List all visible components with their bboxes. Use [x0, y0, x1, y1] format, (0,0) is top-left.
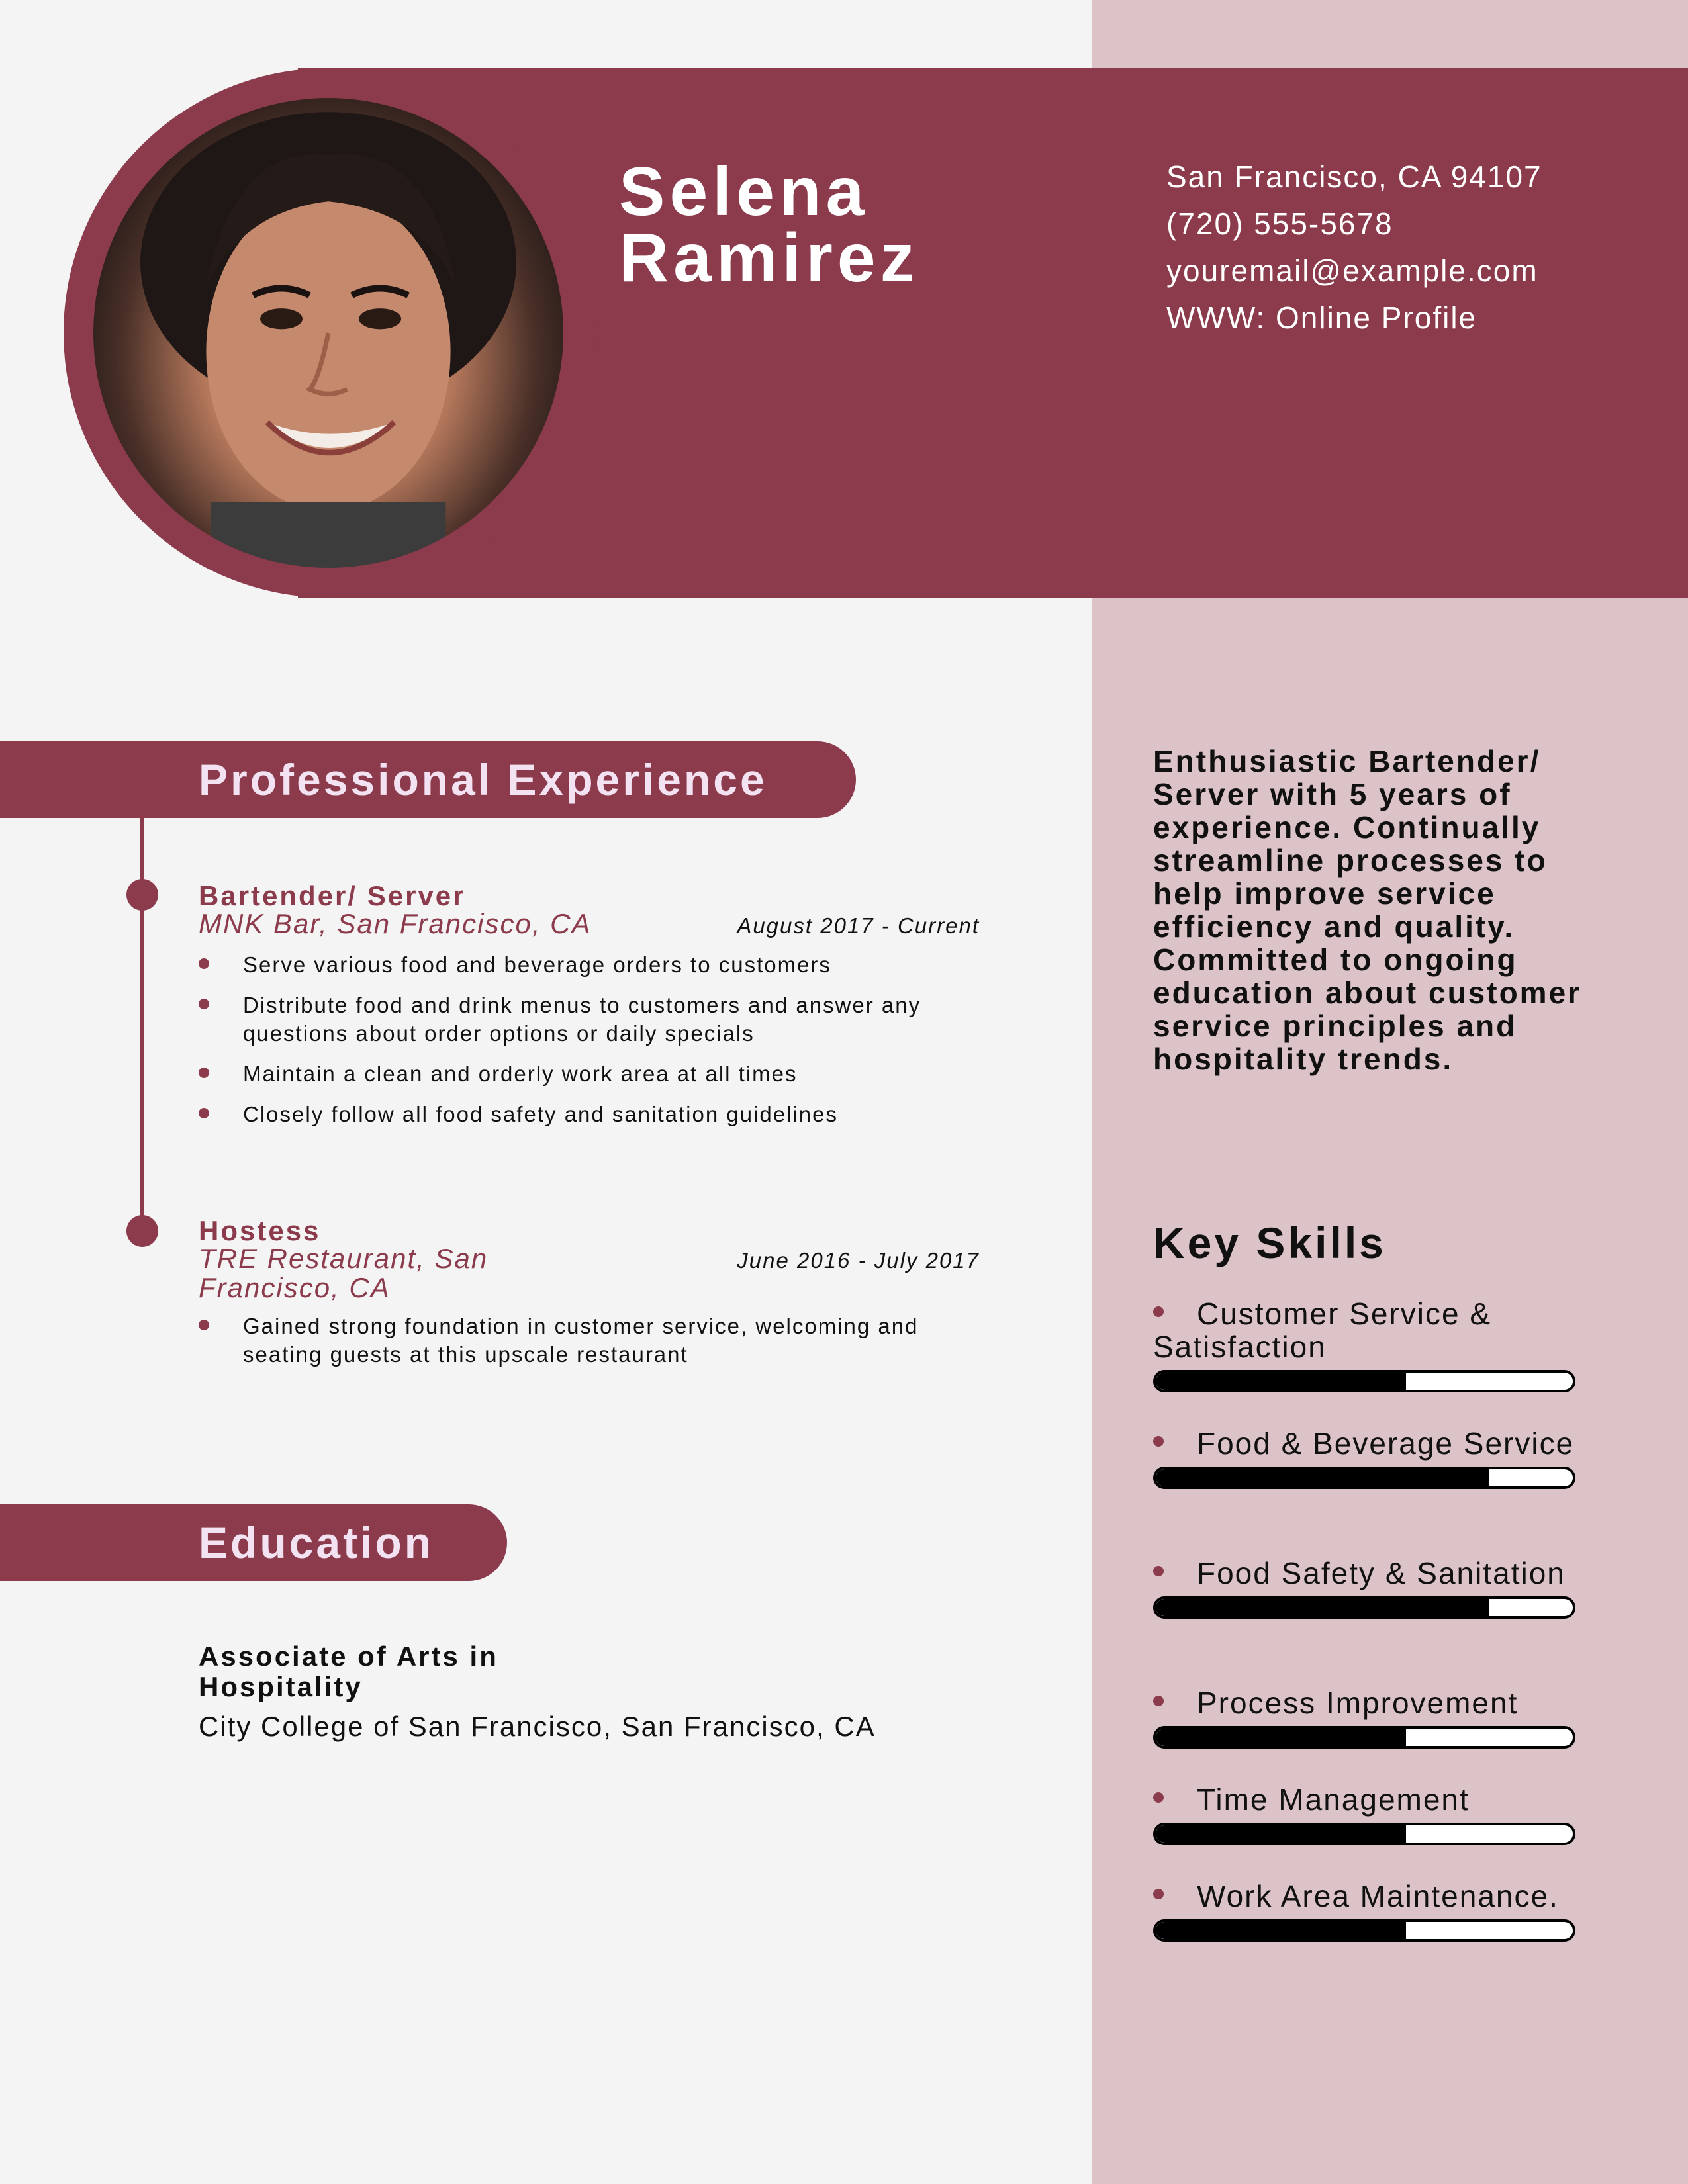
job-bullets: [199, 1312, 980, 1381]
experience-heading: Professional Experience: [199, 755, 767, 804]
bullet-item: [199, 1100, 980, 1128]
contact-address: San Francisco, CA 94107: [1166, 159, 1542, 194]
job-title: Hostess: [199, 1215, 321, 1246]
bullet-icon: [1153, 1436, 1164, 1447]
bullet-text: Serve various food and beverage orders to customers: [243, 952, 831, 977]
bullet-icon: [1153, 1889, 1164, 1899]
bullet-icon: [199, 1108, 209, 1118]
skill-level-fill: [1156, 1469, 1489, 1486]
skill-label-text: Food Safety & Sanitation: [1197, 1556, 1566, 1590]
skill-level-fill: [1156, 1599, 1489, 1616]
last-name: Ramirez: [619, 220, 919, 296]
skill-level-fill: [1156, 1825, 1406, 1843]
skill-label: [1153, 1783, 1577, 1816]
skill-label-text: Work Area Maintenance.: [1197, 1879, 1559, 1913]
education-school: City College of San Francisco, San Francisco, CA: [199, 1711, 876, 1742]
timeline-dot: [126, 1215, 158, 1247]
skill-label-text: Time Management: [1197, 1782, 1470, 1817]
bullet-icon: [199, 1068, 209, 1078]
skill-item: [1153, 1297, 1577, 1392]
bullet-item: [199, 1060, 980, 1088]
portrait-illustration: [93, 98, 563, 568]
skill-label: [1153, 1880, 1577, 1913]
bullet-icon: [1153, 1566, 1164, 1576]
bullet-item: [199, 1312, 980, 1369]
skill-label: [1153, 1686, 1577, 1719]
experience-heading-tab: [0, 741, 856, 818]
job-company: TRE Restaurant, San Francisco, CA: [199, 1243, 489, 1303]
timeline-dot: [126, 879, 158, 911]
contact-website[interactable]: WWW: Online Profile: [1166, 300, 1477, 335]
contact-phone: (720) 555-5678: [1166, 206, 1393, 241]
education-degree: Associate of Arts in Hospitality: [199, 1641, 498, 1702]
skill-item: [1153, 1783, 1577, 1845]
skills-heading: Key Skills: [1153, 1218, 1386, 1267]
skill-item: [1153, 1880, 1577, 1942]
skill-level-bar: [1153, 1596, 1575, 1619]
skill-level-fill: [1156, 1922, 1406, 1939]
skill-label: [1153, 1427, 1577, 1460]
bullet-text: Maintain a clean and orderly work area at all times: [243, 1062, 798, 1086]
skill-item: [1153, 1686, 1577, 1749]
skill-level-bar: [1153, 1370, 1575, 1392]
bullet-text: Distribute food and drink menus to customers and answer any questions about order options or daily specials: [243, 993, 921, 1046]
skill-label-text: Process Improvement: [1197, 1686, 1519, 1720]
skill-level-bar: [1153, 1823, 1575, 1845]
education-heading-tab: [0, 1504, 507, 1581]
contact-block: [1166, 154, 1542, 341]
profile-summary: Enthusiastic Bartender/ Server with 5 years of experience. Continually streamline processes to help improve service efficiency and quality. Committed to ongoing education about customer service principles and hospitality trends.: [1153, 744, 1582, 1076]
skill-item: [1153, 1557, 1577, 1619]
job-dates: August 2017 - Current: [737, 913, 980, 938]
candidate-name: [619, 154, 919, 296]
education-heading: Education: [199, 1518, 434, 1567]
bullet-icon: [199, 958, 209, 969]
skill-level-fill: [1156, 1373, 1406, 1390]
bullet-icon: [199, 999, 209, 1009]
skill-item: [1153, 1427, 1577, 1489]
skill-label: [1153, 1297, 1577, 1363]
skill-level-fill: [1156, 1729, 1406, 1746]
bullet-icon: [1153, 1306, 1164, 1317]
profile-photo: [93, 98, 563, 568]
skill-label-text: Customer Service & Satisfaction: [1153, 1297, 1492, 1364]
job-company: MNK Bar, San Francisco, CA: [199, 908, 592, 939]
job-bullets: [199, 950, 980, 1140]
skill-level-bar: [1153, 1726, 1575, 1749]
bullet-item: [199, 991, 980, 1048]
bullet-text: Gained strong foundation in customer service, welcoming and seating guests at this upscale restaurant: [243, 1314, 919, 1367]
bullet-icon: [199, 1320, 209, 1330]
first-name: Selena: [619, 154, 869, 230]
contact-email[interactable]: youremail@example.com: [1166, 253, 1538, 288]
bullet-icon: [1153, 1696, 1164, 1706]
skill-label-text: Food & Beverage Service: [1197, 1426, 1575, 1461]
skill-level-bar: [1153, 1919, 1575, 1942]
bullet-text: Closely follow all food safety and sanitation guidelines: [243, 1102, 838, 1126]
bullet-item: [199, 950, 980, 979]
skill-label: [1153, 1557, 1577, 1590]
bullet-icon: [1153, 1792, 1164, 1803]
job-dates: June 2016 - July 2017: [737, 1248, 980, 1273]
skill-level-bar: [1153, 1467, 1575, 1489]
job-title: Bartender/ Server: [199, 880, 466, 911]
